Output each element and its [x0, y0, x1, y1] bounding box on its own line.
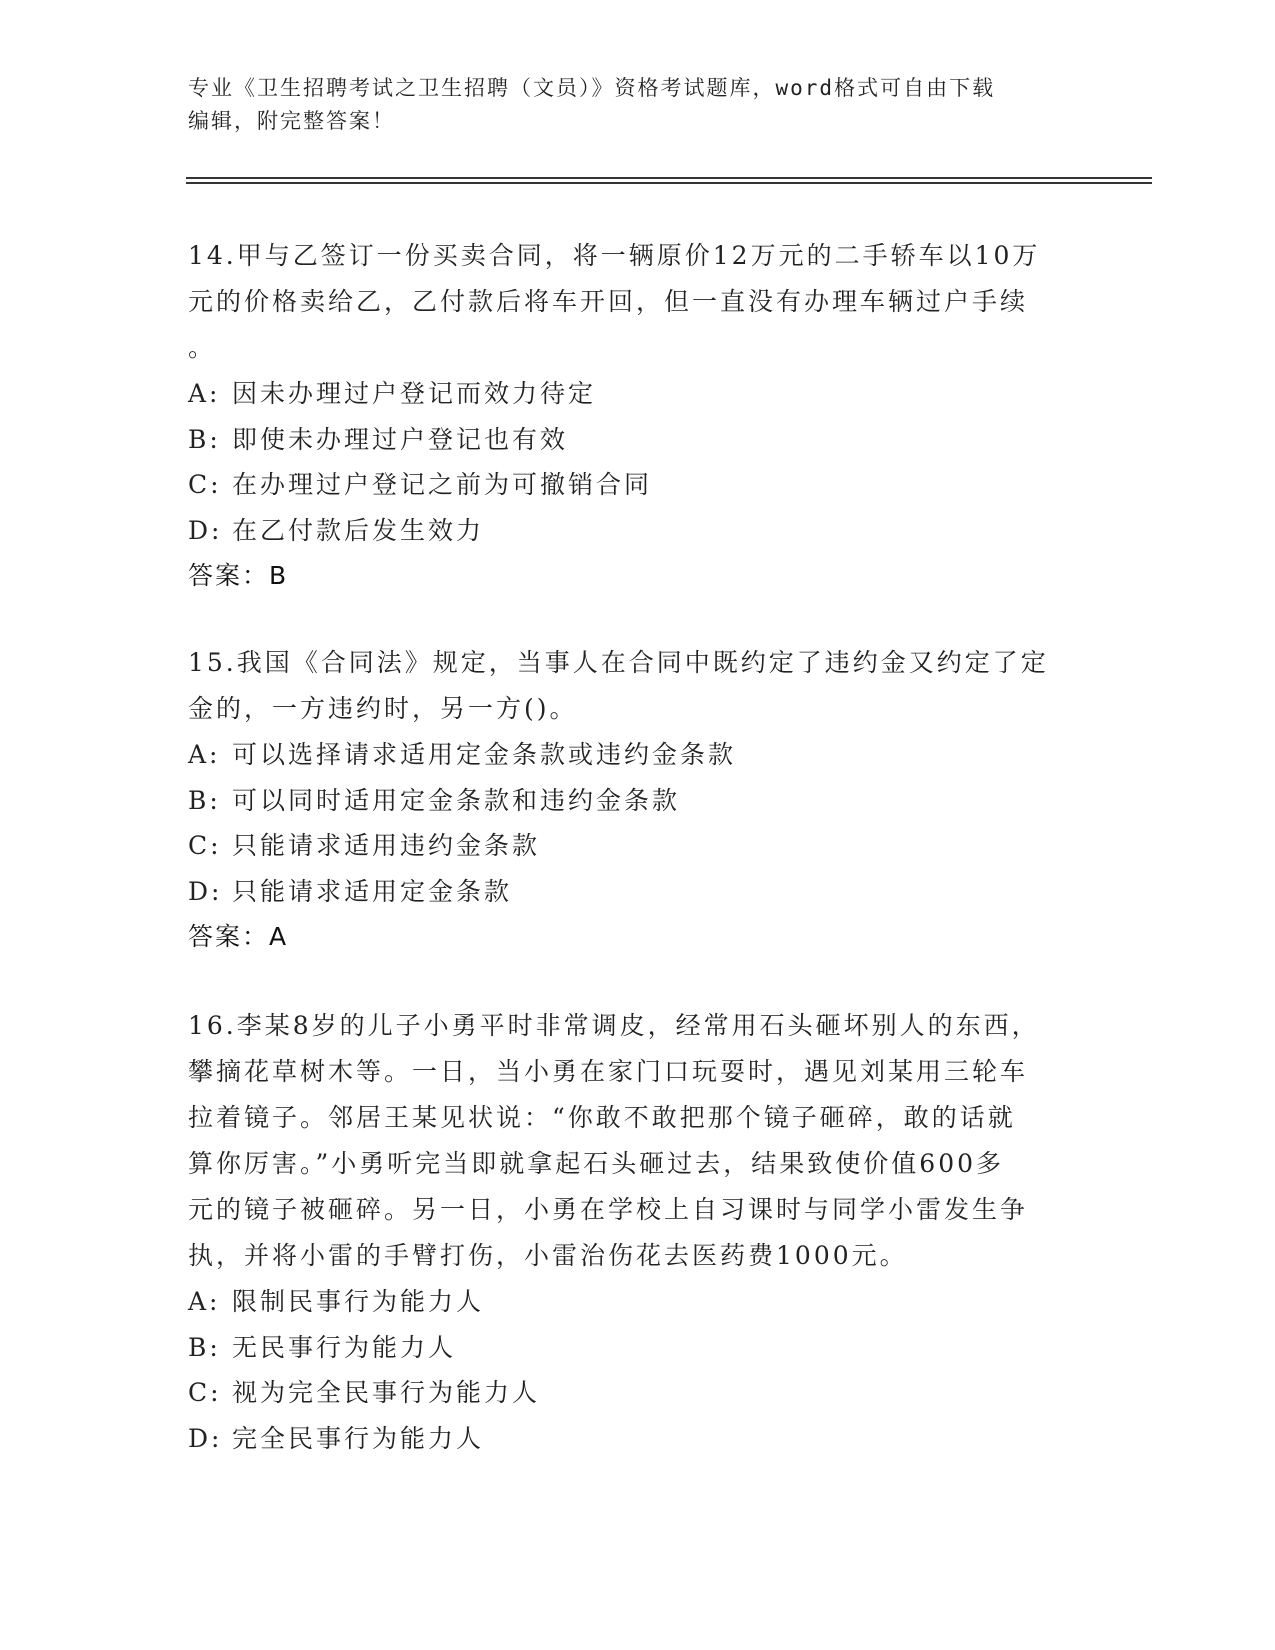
- option-letter: A:: [188, 740, 221, 769]
- question-stem-line: 14.甲与乙签订一份买卖合同，将一辆原价12万元的二手轿车以10万: [188, 241, 1041, 270]
- option-a: [188, 732, 1088, 778]
- option-text: 视为完全民事行为能力人: [232, 1378, 541, 1407]
- option-letter: C:: [188, 470, 222, 499]
- question-stem-line: 算你厉害。”小勇听完当即就拿起石头砸过去，结果致使价值600多: [188, 1149, 1005, 1178]
- option-text: 在办理过户登记之前为可撤销合同: [232, 470, 653, 499]
- option-letter: B:: [188, 1332, 221, 1362]
- header-line-2: 编辑，附完整答案！: [188, 109, 395, 133]
- option-letter: D:: [188, 1423, 223, 1453]
- option-letter: B:: [188, 785, 221, 815]
- answer-label: 答案：B: [188, 561, 289, 590]
- document-header: [188, 72, 1088, 138]
- question-stem-line: 攀摘花草树木等。一日，当小勇在家门口玩耍时，遇见刘某用三轮车: [188, 1057, 1029, 1086]
- option-letter: C:: [188, 831, 222, 860]
- option-b: [188, 1325, 1088, 1371]
- option-text: 限制民事行为能力人: [232, 1287, 485, 1316]
- option-letter: D:: [188, 515, 223, 545]
- option-text: 可以同时适用定金条款和违约金条款: [232, 785, 681, 815]
- question-stem-line: 执，并将小雷的手臂打伤，小雷治伤花去医药费1000元。: [188, 1241, 908, 1270]
- question-14: [188, 233, 1088, 599]
- option-letter: A:: [188, 379, 221, 408]
- question-stem-line: 16.李某8岁的儿子小勇平时非常调皮，经常用石头砸坏别人的东西，: [188, 1011, 1040, 1040]
- question-stem-line: 。: [188, 333, 217, 362]
- option-letter: A:: [188, 1287, 221, 1316]
- question-stem-line: 15.我国《合同法》规定，当事人在合同中既约定了违约金又约定了定: [188, 648, 1049, 677]
- option-c: [188, 462, 1088, 508]
- option-a: [188, 1279, 1088, 1325]
- option-c: [188, 1370, 1088, 1416]
- option-a: [188, 371, 1088, 417]
- option-letter: C:: [188, 1378, 222, 1407]
- option-text: 因未办理过户登记而效力待定: [232, 379, 597, 408]
- question-15: [188, 640, 1088, 960]
- option-c: [188, 823, 1088, 869]
- question-stem-line: 拉着镜子。邻居王某见状说：“你敢不敢把那个镜子砸碎，敢的话就: [188, 1103, 1016, 1132]
- header-divider-top: [186, 177, 1152, 179]
- option-d: [188, 1416, 1088, 1462]
- option-d: [188, 508, 1088, 554]
- option-text: 完全民事行为能力人: [232, 1423, 485, 1453]
- option-d: [188, 869, 1088, 915]
- question-stem-line: 元的价格卖给乙，乙付款后将车开回，但一直没有办理车辆过户手续: [188, 287, 1029, 316]
- option-text: 只能请求适用违约金条款: [232, 831, 541, 860]
- option-b: [188, 417, 1088, 463]
- option-letter: D:: [188, 876, 223, 906]
- header-divider-bottom: [186, 182, 1152, 184]
- question-16: [188, 1003, 1088, 1461]
- option-text: 可以选择请求适用定金条款或违约金条款: [232, 740, 737, 769]
- option-text: 即使未办理过户登记也有效: [232, 424, 569, 454]
- question-stem-line: 金的，一方违约时，另一方()。: [188, 694, 578, 723]
- option-text: 在乙付款后发生效力: [232, 515, 485, 545]
- option-text: 无民事行为能力人: [232, 1332, 457, 1362]
- option-letter: B:: [188, 424, 221, 454]
- option-b: [188, 778, 1088, 824]
- header-line-1: 专业《卫生招聘考试之卫生招聘（文员）》资格考试题库，word格式可自由下载: [188, 76, 996, 100]
- question-stem-line: 元的镜子被砸碎。另一日，小勇在学校上自习课时与同学小雷发生争: [188, 1195, 1029, 1224]
- option-text: 只能请求适用定金条款: [232, 876, 513, 906]
- answer-label: 答案：A: [188, 922, 289, 951]
